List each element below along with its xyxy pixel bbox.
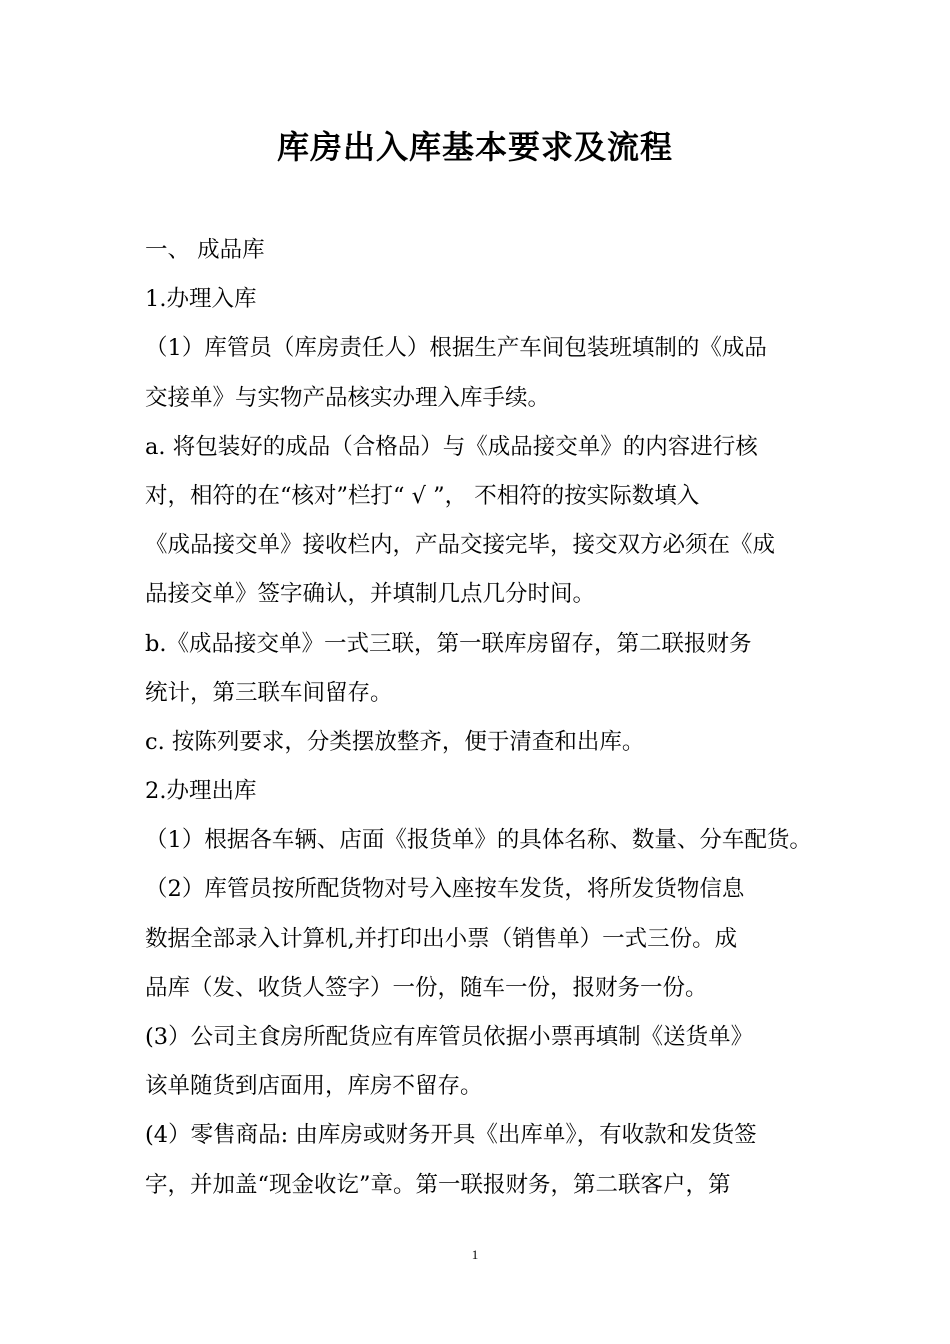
paragraph-line: （1）根据各车辆、店面《报货单》的具体名称、数量、分车配货。: [145, 827, 812, 854]
paragraph-line: 统计，第三联车间留存。: [145, 679, 393, 706]
paragraph-line: （1）库管员（库房责任人）根据生产车间包装班填制的《成品: [145, 335, 767, 362]
paragraph-line: 交接单》与实物产品核实办理入库手续。: [145, 384, 551, 411]
page-number: 1: [471, 1247, 479, 1262]
paragraph-line: 字，并加盖“现金收讫”章。第一联报财务，第二联客户，第: [145, 1171, 731, 1198]
paragraph-line: （2）库管员按所配货物对号入座按车发货，将所发货物信息: [145, 876, 745, 903]
paragraph-line: 对，相符的在“核对”栏打“ √ ”， 不相符的按实际数填入: [145, 482, 700, 509]
document-body: [145, 226, 815, 1210]
paragraph-line: 品库（发、收货人签字）一份，随车一份，报财务一份。: [145, 974, 708, 1001]
document-title: 库房出入库基本要求及流程: [276, 128, 673, 166]
paragraph-line: c. 按陈列要求，分类摆放整齐，便于清查和出库。: [145, 728, 645, 755]
paragraph-line: (4）零售商品: 由库房或财务开具《出库单》，有收款和发货签: [145, 1122, 757, 1149]
paragraph-line: 品接交单》签字确认，并填制几点几分时间。: [145, 581, 596, 608]
paragraph-line: 数据全部录入计算机,并打印出小票（销售单）一式三份。成: [145, 925, 738, 952]
paragraph-line: (3）公司主食房所配货应有库管员依据小票再填制《送货单》: [145, 1024, 754, 1050]
section-heading: 一、 成品库: [145, 237, 265, 263]
paragraph-line: b.《成品接交单》一式三联，第一联库房留存，第二联报财务: [145, 630, 752, 657]
paragraph-line: 该单随货到店面用，库房不留存。: [145, 1073, 483, 1100]
paragraph-line: 《成品接交单》接收栏内，产品交接完毕，接交双方必须在《成: [145, 532, 776, 559]
paragraph-line: a. 将包装好的成品（合格品）与《成品接交单》的内容进行核: [145, 433, 758, 460]
subsection-heading: 1.办理入库: [145, 286, 257, 313]
subsection-heading: 2.办理出库: [145, 778, 257, 805]
